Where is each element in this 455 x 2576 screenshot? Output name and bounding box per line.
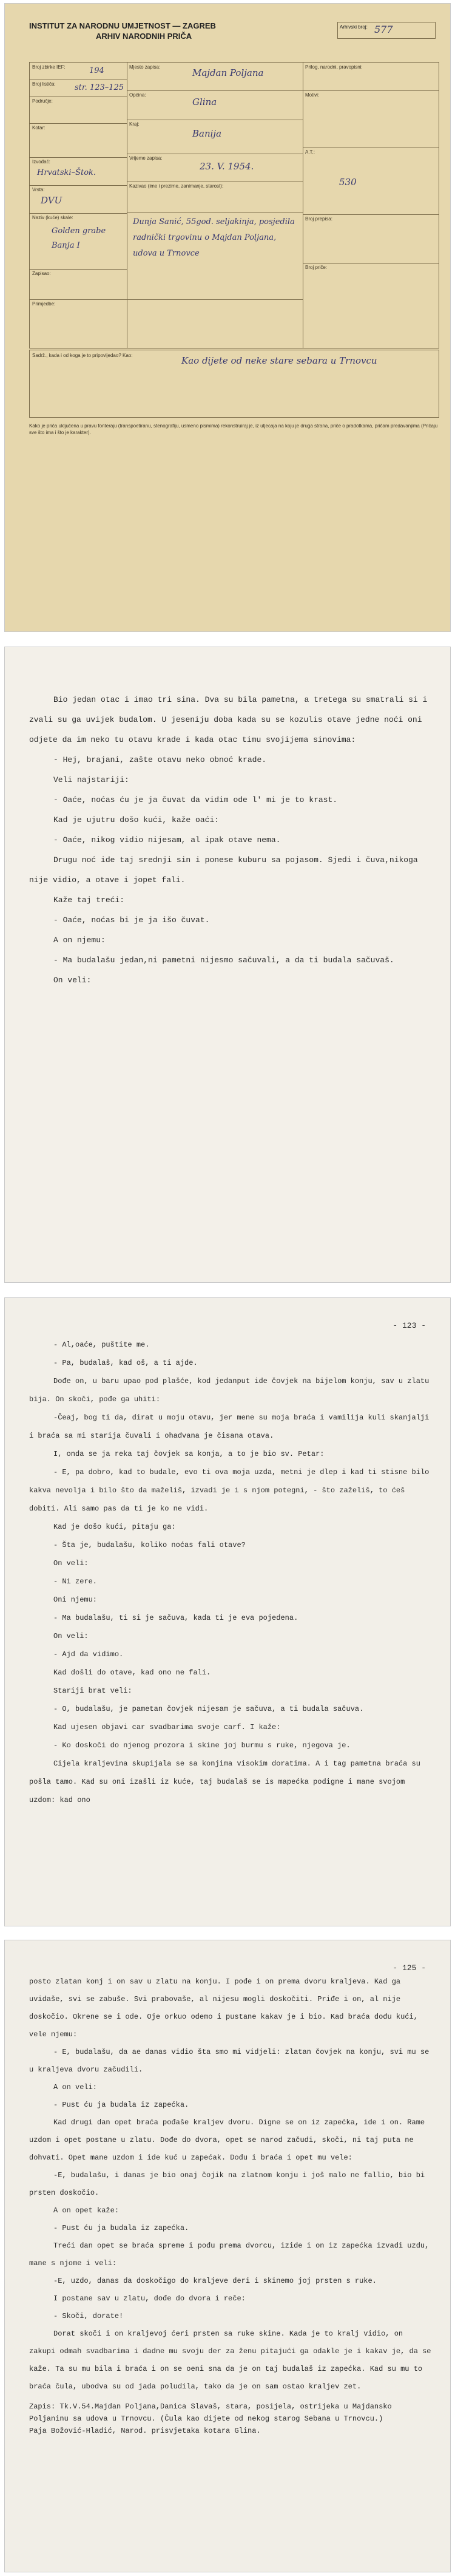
collector-label: Zapisao:	[32, 271, 51, 276]
name-home-label: Naziv (kuće) skale:	[32, 215, 73, 220]
paragraph: Kad ujesen objavi car svadbarima svoje carf. I kaže:	[53, 1723, 281, 1731]
other-label: Broj prepisa:	[305, 216, 332, 222]
note-label: Broj priče:	[305, 265, 328, 270]
collector-cell	[30, 269, 127, 300]
other-cell	[303, 214, 439, 263]
paragraph: - Ma budalašu jedan,ni pametni nijesmo sačuvali, a da ti budala sačuvaš.	[53, 956, 394, 965]
paragraph: - Pust ću ja budala iz zapećka.	[53, 2101, 189, 2109]
title-label: Područje:	[32, 98, 53, 104]
archive-name: ARHIV NARODNIH PRIČA	[96, 32, 192, 41]
teller-value-cell	[127, 212, 303, 300]
content-label: Sadrž., kada i od koga je to pripovijedao? Kao:	[32, 353, 133, 358]
place-cell	[127, 63, 303, 91]
card-column-right	[303, 63, 439, 348]
paragraph: Cijela kraljevina skupijala se sa konjima visokim doratima. A i tag pametna braća su pošla tamo. Kad su oni izašli iz kuće, taj budalaš se is mapećka podigne i mane svojom uzdom: kad ono	[29, 1759, 425, 1804]
paragraph: - Ni zere.	[53, 1577, 98, 1586]
district-value: Banija	[192, 128, 222, 139]
rec-no-cell	[30, 63, 127, 80]
note-cell	[303, 263, 439, 348]
rec-no-label: Broj zbirke IEF:	[32, 64, 66, 70]
typed-page-1	[5, 647, 450, 1282]
typed-page-2	[5, 1298, 450, 1926]
archive-card	[5, 4, 450, 631]
performer-value: Hrvatski–Štok.	[37, 168, 96, 177]
paragraph: On veli:	[53, 1559, 89, 1568]
rec-page-label: Broj lističa:	[32, 81, 56, 87]
paragraph: - E, pa dobro, kad to budale, evo ti ova moja uzda, metni je dlep i kad ti stisne bilo kakva nevolja i bilo što da maželiš, izvadi je i s njom potegni, - što zaželiš, to ćeš dobiti. Ali samo pas da ti je ko ne vidi.	[29, 1468, 434, 1513]
card-footnote: Kako je priča uključena u pravu fonteraju (transpoetiranu, stenografiju, usmeno pismima) rekonstruiraj je, iz utjecaja na koju je druga strana, priče o pradotkama, pričam predavanjima (Pričaju sve što ima i što je karakter).	[29, 423, 438, 435]
paragraph: - Ma budalašu, ti si je sačuva, kada ti je eva pojedena.	[53, 1614, 298, 1622]
empty-middle-cell	[127, 299, 303, 348]
paragraph: posto zlatan konj i on sav u zlatu na konju. I pođe i on prema dvoru kraljeva. Kad ga uvidaše, svi se zabuše. Svi prabovaše, al nijesu mogli doskočiti. Priđe i on, al nije doskočio. Okrene se i ode. Oje orkuo odemo i pustane kakav je i bio. Kad braća dođu kući, vele njemu:	[29, 1977, 423, 2039]
title-cell	[30, 97, 127, 124]
paragraph: A on njemu:	[53, 936, 106, 945]
type-label: Vrsta:	[32, 187, 45, 192]
paragraph: -Čeaj, bog ti da, dirat u moju otavu, jer mene su moja braća i vamilija kuli skanjalji i braća sa mi starija čuvali i ohađvana je čisana otava.	[29, 1413, 434, 1440]
paragraph: - Ajd da vidimo.	[53, 1650, 124, 1659]
paragraph: A on opet kaže:	[53, 2206, 120, 2215]
genre-cell	[303, 63, 439, 91]
performer-label: Izvođač:	[32, 159, 50, 165]
card-column-left	[30, 63, 127, 348]
content-value: Kao dijete od neke stare sebara u Trnovcu	[181, 355, 377, 366]
paragraph: I, onda se ja reka taj čovjek sa konja, a to je bio sv. Petar:	[53, 1450, 325, 1458]
remark-label: Primjedbe:	[32, 301, 56, 307]
rec-page-cell	[30, 80, 127, 97]
page-number: - 125 -	[393, 1963, 426, 1973]
content-box	[29, 350, 439, 418]
date-label: Vrijeme zapisa:	[129, 155, 163, 161]
rec-page-value: str. 123–125	[75, 83, 124, 92]
paragraph: A on veli:	[53, 2083, 98, 2092]
date-value: 23. V. 1954.	[200, 161, 254, 172]
page-1-text	[29, 690, 433, 990]
paragraph: -E, budalašu, i danas je bio onaj čojik na zlatnom konju i još malo ne fallio, bio bi prsten doskočio.	[29, 2171, 430, 2197]
name-home-cell	[30, 213, 127, 270]
card-column-middle	[127, 63, 303, 348]
paragraph: Veli najstariji:	[53, 775, 129, 784]
paragraph: Kad drugi dan opet braća pođaše kraljev dvoru. Digne se on iz zapećka, ide i on. Rame uzdom i opet postane u zlatu. Dođe do dvora, opet se narod začudi, skoči, ni taj puta ne dohvati. Opet mane uzdom i ide kuć u zapećak. Dođu i braća i opet mu vele:	[29, 2118, 430, 2162]
number-cell	[303, 148, 439, 215]
paragraph: Drugu noć ide taj srednji sin i ponese kuburu sa pojasom. Sjedi i čuva,nikoga nije vidio, a otave i jopet fali.	[29, 855, 423, 885]
paragraph: Kad je došo kući, pitaju ga:	[53, 1523, 176, 1531]
paragraph: - Pust ću ja budala iz zapećka.	[53, 2224, 189, 2232]
paragraph: Dođe on, u baru upao pod plašće, kod jedanput ide čovjek na bijelom konju, sav u zlatu bija. On skoči, pođe ga uhiti:	[29, 1377, 434, 1404]
date-cell	[127, 154, 303, 182]
paragraph: - Al,oaće, puštite me.	[53, 1341, 150, 1349]
village-label: Općina:	[129, 92, 146, 98]
paragraph: - E, budalašu, da ae danas vidio šta smo mi vidjeli: zlatan čovjek na konju, svi mu se u kraljeva dvoru začudili.	[29, 2048, 434, 2074]
paragraph: - Oaće, noćas bi je ja išo čuvat.	[53, 916, 210, 925]
paragraph: Oni njemu:	[53, 1596, 98, 1604]
paragraph: - Hej, brajani, zašte otavu neko obnoć krade.	[53, 755, 267, 764]
motifs-label: Motivi:	[305, 92, 320, 98]
archive-number-label: Arhivski broj:	[340, 24, 368, 30]
genre-label: Prilog, narodni, pravopisni:	[305, 64, 363, 70]
paragraph: Dorat skoči i on kraljevoj ćeri prsten sa ruke skine. Kada je to kralj vidio, on zakupi odmah svadbarima i dadne mu svoju der za ženu pitajući ga odakle je i kakav je, da se kaže. Ta su mu bila i braća i on se oeni sna da je on taj budalaš iz zapećka. Kad su mu to braća čula, ubodva su od jada poludila, tako da je on sam ostao kraljev zet.	[29, 2330, 436, 2391]
type-value: DVU	[41, 195, 62, 206]
paragraph: Kad je ujutru došo kući, kaže oaći:	[53, 815, 220, 824]
paragraph: -E, uzdo, danas da doskočigo do kraljeve deri i skinemo joj prsten s ruke.	[53, 2277, 377, 2285]
paragraph: Kaže taj treći:	[53, 895, 125, 905]
paragraph: - Ko doskoči do njenog prozora i skine joj burmu s ruke, njegova je.	[53, 1741, 351, 1750]
paragraph: - Oaće, noćas ću je ja čuvat da vidim ode l' mi je to krast.	[53, 795, 338, 804]
paragraph: Treći dan opet se braća spreme i pođu prema dvorcu, izide i on iz zapećka izvadi uzdu, mane s njome i veli:	[29, 2241, 434, 2268]
number-label: A.T.:	[305, 149, 315, 155]
village-cell	[127, 90, 303, 120]
teller-value: Dunja Sanić, 55god. seljakinja, posjedila radnički trgovinu o Majdan Poljana, udova u Trnovce	[133, 217, 295, 258]
performer-cell	[30, 157, 127, 186]
paragraph: Bio jedan otac i imao tri sina. Dva su bila pametna, a tretega su smatrali si i zvali su ga uvijek budalom. U jeseniju doba kada su se kozulis otave jedne noći oni odjete da im neko tu otavu krade i kada otac timu svojijema sinovima:	[29, 695, 433, 744]
place-label: Mjesto zapisa:	[129, 64, 161, 70]
rec-no-value: 194	[89, 66, 104, 75]
village-value: Glina	[192, 97, 217, 107]
teller-label: Kazivao (ime i prezime, zanimanje, starost):	[129, 183, 224, 189]
motifs-cell	[303, 90, 439, 148]
region-label: Kotar:	[32, 125, 46, 131]
page-3-text	[29, 1973, 436, 2437]
paragraph: - Skoči, dorate!	[53, 2312, 124, 2320]
remark-cell	[30, 299, 127, 348]
paragraph: - Šta je, budalašu, koliko noćas fali otave?	[53, 1541, 246, 1549]
place-value: Majdan Poljana	[192, 67, 264, 78]
district-cell	[127, 120, 303, 154]
district-label: Kraj:	[129, 121, 140, 127]
paragraph: On veli:	[53, 976, 92, 985]
page-2-text	[29, 1336, 433, 1809]
name-home-value-2: Banja I	[52, 241, 80, 250]
paragraph: I postane sav u zlatu, dođe do dvora i reče:	[53, 2294, 246, 2303]
paragraph: - Oaće, nikog vidio nijesam, al ipak otave nema.	[53, 835, 281, 845]
paragraph: - O, budalašu, je pametan čovjek nijesam je sačuva, a ti budala sačuva.	[53, 1705, 364, 1713]
paragraph: - Pa, budalaš, kad oš, a ti ajde.	[53, 1359, 198, 1367]
paragraph: Kad došli do otave, kad ono ne fali.	[53, 1668, 211, 1677]
teller-cell	[127, 182, 303, 212]
typed-page-3	[5, 1940, 450, 2572]
number-value: 530	[339, 177, 357, 188]
archive-number-box	[337, 22, 436, 39]
archive-number-value: 577	[374, 24, 393, 35]
source-note: Zapis: Tk.V.54.Majdan Poljana,Danica Slavaš, stara, posijela, ostrijeka u Majdansko Poljaninu sa udova u Trnovcu. (Čula kao dijete od nekog starog Sebana u Trnovcu.) Paja Božović-Hladić, Narod. prisvjetaka kotara Glina.	[29, 2402, 392, 2435]
type-cell	[30, 185, 127, 214]
card-grid	[29, 62, 439, 348]
institute-name: INSTITUT ZA NARODNU UMJETNOST — ZAGREB	[29, 21, 216, 30]
paragraph: On veli:	[53, 1632, 89, 1640]
paragraph: Stariji brat veli:	[53, 1687, 132, 1695]
region-cell	[30, 123, 127, 158]
name-home-value: Golden grabe	[52, 226, 106, 236]
page-number: - 123 -	[393, 1321, 426, 1330]
